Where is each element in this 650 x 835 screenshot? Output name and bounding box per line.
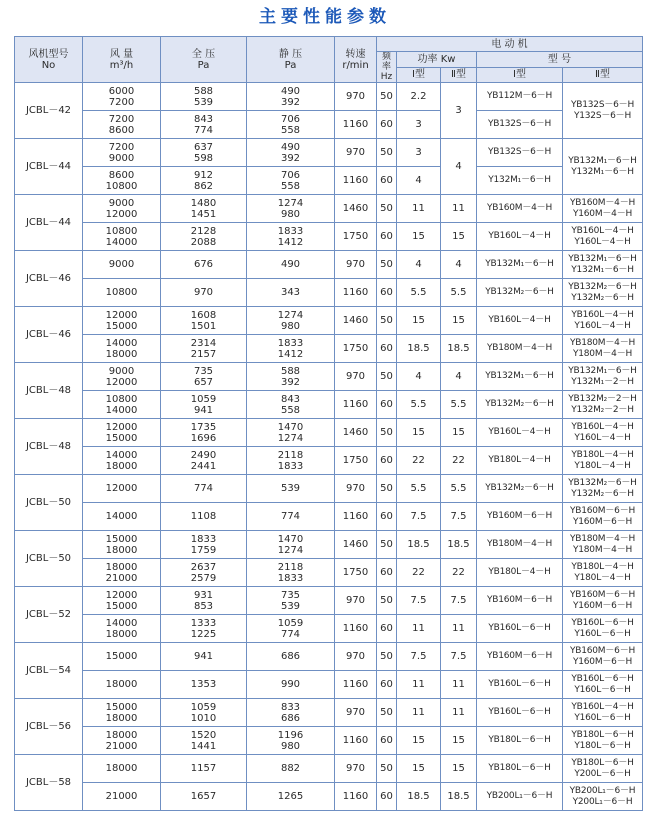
motor-type-1-cell: YB180L－6－H: [477, 755, 563, 783]
header-frequency: 频 率 Hz: [377, 52, 397, 83]
speed-cell: 1460: [335, 195, 377, 223]
header-power-type-1: Ⅰ型: [397, 67, 441, 83]
flow-cell: 10800: [83, 279, 161, 307]
speed-cell: 1460: [335, 307, 377, 335]
motor-type-2-cell: YB180M－4－H Y180M－4－H: [563, 335, 643, 363]
motor-type-2-cell: YB160L－6－H Y160L－6－H: [563, 671, 643, 699]
total-pressure-cell: 931 853: [161, 587, 247, 615]
frequency-cell: 60: [377, 111, 397, 139]
motor-type-1-cell: YB132M₂－6－H: [477, 279, 563, 307]
power-2-cell: 18.5: [441, 335, 477, 363]
static-pressure-cell: 490 392: [247, 83, 335, 111]
model-cell: JCBL－44: [15, 139, 83, 195]
performance-table: [14, 36, 643, 811]
model-cell: JCBL－48: [15, 419, 83, 475]
header-total-pressure: 全 压 Pa: [161, 37, 247, 83]
speed-cell: 970: [335, 139, 377, 167]
table-row: [15, 447, 643, 475]
motor-type-2-cell: YB160M－6－H Y160M－6－H: [563, 587, 643, 615]
flow-cell: 18000 21000: [83, 559, 161, 587]
static-pressure-cell: 343: [247, 279, 335, 307]
flow-cell: 15000: [83, 643, 161, 671]
header-static-pressure: 静 压 Pa: [247, 37, 335, 83]
speed-cell: 1750: [335, 223, 377, 251]
frequency-cell: 50: [377, 195, 397, 223]
motor-type-2-cell: YB132S－6－H Y132S－6－H: [563, 83, 643, 139]
total-pressure-cell: 843 774: [161, 111, 247, 139]
total-pressure-cell: 912 862: [161, 167, 247, 195]
static-pressure-cell: 706 558: [247, 111, 335, 139]
speed-cell: 970: [335, 643, 377, 671]
motor-type-2-cell: YB132M₁－6－H Y132M₁－6－H: [563, 251, 643, 279]
total-pressure-cell: 970: [161, 279, 247, 307]
power-2-cell: 7.5: [441, 587, 477, 615]
table-row: [15, 699, 643, 727]
power-1-cell: 4: [397, 167, 441, 195]
motor-type-1-cell: YB132S－6－H: [477, 111, 563, 139]
static-pressure-cell: 539: [247, 475, 335, 503]
frequency-cell: 60: [377, 559, 397, 587]
total-pressure-cell: 676: [161, 251, 247, 279]
motor-type-2-cell: YB132M₁－6－H Y132M₁－6－H: [563, 139, 643, 195]
total-pressure-cell: 1157: [161, 755, 247, 783]
total-pressure-cell: 1520 1441: [161, 727, 247, 755]
motor-type-2-cell: YB180L－6－H Y180L－6－H: [563, 727, 643, 755]
motor-type-1-cell: YB160L－6－H: [477, 615, 563, 643]
flow-cell: 7200 9000: [83, 139, 161, 167]
power-2-cell: 3: [441, 83, 477, 139]
flow-cell: 12000 15000: [83, 307, 161, 335]
flow-cell: 9000: [83, 251, 161, 279]
motor-type-2-cell: YB200L₁－6－H Y200L₁－6－H: [563, 783, 643, 811]
static-pressure-cell: 490 392: [247, 139, 335, 167]
table-row: [15, 783, 643, 811]
motor-type-1-cell: YB160M－4－H: [477, 195, 563, 223]
table-row: [15, 559, 643, 587]
motor-type-1-cell: YB132M₁－6－H: [477, 251, 563, 279]
flow-cell: 14000 18000: [83, 335, 161, 363]
speed-cell: 970: [335, 363, 377, 391]
static-pressure-cell: 1059 774: [247, 615, 335, 643]
motor-type-1-cell: YB132M₁－6－H: [477, 363, 563, 391]
total-pressure-cell: 941: [161, 643, 247, 671]
speed-cell: 1160: [335, 111, 377, 139]
power-1-cell: 22: [397, 447, 441, 475]
static-pressure-cell: 1274 980: [247, 307, 335, 335]
motor-type-1-cell: YB160M－6－H: [477, 643, 563, 671]
power-2-cell: 18.5: [441, 531, 477, 559]
motor-type-1-cell: YB180L－4－H: [477, 447, 563, 475]
flow-cell: 9000 12000: [83, 363, 161, 391]
table-row: [15, 363, 643, 391]
frequency-cell: 60: [377, 447, 397, 475]
power-1-cell: 11: [397, 699, 441, 727]
frequency-cell: 50: [377, 307, 397, 335]
total-pressure-cell: 1480 1451: [161, 195, 247, 223]
header-motor-type-2: Ⅱ型: [563, 67, 643, 83]
power-1-cell: 11: [397, 671, 441, 699]
motor-type-1-cell: YB180M－4－H: [477, 335, 563, 363]
table-row: [15, 531, 643, 559]
frequency-cell: 60: [377, 503, 397, 531]
flow-cell: 18000: [83, 671, 161, 699]
motor-type-1-cell: YB180M－4－H: [477, 531, 563, 559]
flow-cell: 15000 18000: [83, 699, 161, 727]
power-2-cell: 15: [441, 419, 477, 447]
power-1-cell: 5.5: [397, 475, 441, 503]
model-cell: JCBL－56: [15, 699, 83, 755]
motor-type-1-cell: YB160L－4－H: [477, 307, 563, 335]
flow-cell: 14000 18000: [83, 447, 161, 475]
total-pressure-cell: 735 657: [161, 363, 247, 391]
total-pressure-cell: 1608 1501: [161, 307, 247, 335]
static-pressure-cell: 833 686: [247, 699, 335, 727]
total-pressure-cell: 1059 941: [161, 391, 247, 419]
table-row: [15, 727, 643, 755]
total-pressure-cell: 774: [161, 475, 247, 503]
static-pressure-cell: 1274 980: [247, 195, 335, 223]
power-1-cell: 4: [397, 251, 441, 279]
frequency-cell: 60: [377, 335, 397, 363]
flow-cell: 18000 21000: [83, 727, 161, 755]
frequency-cell: 50: [377, 251, 397, 279]
flow-cell: 18000: [83, 755, 161, 783]
speed-cell: 1160: [335, 615, 377, 643]
model-cell: JCBL－50: [15, 531, 83, 587]
motor-type-2-cell: YB180L－4－H Y180L－4－H: [563, 447, 643, 475]
motor-type-2-cell: YB160L－4－H Y160L－4－H: [563, 223, 643, 251]
speed-cell: 1160: [335, 727, 377, 755]
motor-type-1-cell: YB180L－6－H: [477, 727, 563, 755]
model-cell: JCBL－54: [15, 643, 83, 699]
power-2-cell: 15: [441, 755, 477, 783]
motor-type-2-cell: YB180L－4－H Y180L－4－H: [563, 559, 643, 587]
frequency-cell: 50: [377, 363, 397, 391]
speed-cell: 1160: [335, 279, 377, 307]
power-2-cell: 4: [441, 363, 477, 391]
speed-cell: 1160: [335, 783, 377, 811]
power-1-cell: 2.2: [397, 83, 441, 111]
power-1-cell: 5.5: [397, 279, 441, 307]
power-2-cell: 4: [441, 251, 477, 279]
power-1-cell: 15: [397, 755, 441, 783]
header-power: 功率 Kw: [397, 52, 477, 68]
static-pressure-cell: 1833 1412: [247, 223, 335, 251]
total-pressure-cell: 2128 2088: [161, 223, 247, 251]
static-pressure-cell: 735 539: [247, 587, 335, 615]
table-row: [15, 587, 643, 615]
total-pressure-cell: 1333 1225: [161, 615, 247, 643]
flow-cell: 21000: [83, 783, 161, 811]
table-row: [15, 139, 643, 167]
static-pressure-cell: 843 558: [247, 391, 335, 419]
power-1-cell: 15: [397, 419, 441, 447]
power-2-cell: 4: [441, 139, 477, 195]
motor-type-2-cell: YB160L－4－H Y160L－4－H: [563, 419, 643, 447]
model-cell: JCBL－42: [15, 83, 83, 139]
table-row: [15, 643, 643, 671]
frequency-cell: 60: [377, 727, 397, 755]
power-2-cell: 11: [441, 615, 477, 643]
speed-cell: 1160: [335, 167, 377, 195]
power-2-cell: 22: [441, 559, 477, 587]
power-2-cell: 22: [441, 447, 477, 475]
power-1-cell: 11: [397, 195, 441, 223]
motor-type-1-cell: YB132M₂－6－H: [477, 475, 563, 503]
frequency-cell: 50: [377, 587, 397, 615]
power-1-cell: 18.5: [397, 531, 441, 559]
flow-cell: 12000 15000: [83, 587, 161, 615]
power-2-cell: 15: [441, 223, 477, 251]
model-cell: JCBL－48: [15, 363, 83, 419]
total-pressure-cell: 2490 2441: [161, 447, 247, 475]
motor-type-2-cell: YB132M₂－6－H Y132M₂－6－H: [563, 279, 643, 307]
speed-cell: 1160: [335, 503, 377, 531]
table-body: [15, 83, 643, 811]
speed-cell: 970: [335, 755, 377, 783]
table-row: [15, 335, 643, 363]
static-pressure-cell: 774: [247, 503, 335, 531]
table-row: [15, 251, 643, 279]
motor-type-2-cell: YB160L－6－H Y160L－6－H: [563, 615, 643, 643]
table-row: [15, 83, 643, 111]
static-pressure-cell: 1833 1412: [247, 335, 335, 363]
power-1-cell: 7.5: [397, 643, 441, 671]
table-row: [15, 475, 643, 503]
flow-cell: 6000 7200: [83, 83, 161, 111]
static-pressure-cell: 1265: [247, 783, 335, 811]
table-row: [15, 503, 643, 531]
power-2-cell: 15: [441, 727, 477, 755]
total-pressure-cell: 1108: [161, 503, 247, 531]
table-row: [15, 307, 643, 335]
total-pressure-cell: 637 598: [161, 139, 247, 167]
static-pressure-cell: 882: [247, 755, 335, 783]
flow-cell: 14000 18000: [83, 615, 161, 643]
flow-cell: 7200 8600: [83, 111, 161, 139]
power-2-cell: 5.5: [441, 475, 477, 503]
power-1-cell: 18.5: [397, 335, 441, 363]
speed-cell: 1750: [335, 447, 377, 475]
speed-cell: 970: [335, 699, 377, 727]
total-pressure-cell: 1833 1759: [161, 531, 247, 559]
frequency-cell: 50: [377, 699, 397, 727]
table-row: [15, 195, 643, 223]
header-model: 风机型号 No: [15, 37, 83, 83]
table-row: [15, 755, 643, 783]
motor-type-2-cell: YB132M₂－6－H Y132M₂－6－H: [563, 475, 643, 503]
flow-cell: 9000 12000: [83, 195, 161, 223]
speed-cell: 970: [335, 83, 377, 111]
table-row: [15, 167, 643, 195]
frequency-cell: 50: [377, 755, 397, 783]
flow-cell: 10800 14000: [83, 223, 161, 251]
flow-cell: 10800 14000: [83, 391, 161, 419]
static-pressure-cell: 2118 1833: [247, 447, 335, 475]
flow-cell: 15000 18000: [83, 531, 161, 559]
speed-cell: 1460: [335, 531, 377, 559]
motor-type-1-cell: YB160L－6－H: [477, 671, 563, 699]
model-cell: JCBL－50: [15, 475, 83, 531]
speed-cell: 1460: [335, 419, 377, 447]
power-1-cell: 22: [397, 559, 441, 587]
power-2-cell: 5.5: [441, 279, 477, 307]
header-motor: 电 动 机: [377, 37, 643, 52]
total-pressure-cell: 1353: [161, 671, 247, 699]
speed-cell: 970: [335, 251, 377, 279]
motor-type-2-cell: YB160L－4－H Y160L－4－H: [563, 307, 643, 335]
power-1-cell: 7.5: [397, 587, 441, 615]
model-cell: JCBL－46: [15, 307, 83, 363]
model-cell: JCBL－44: [15, 195, 83, 251]
flow-cell: 12000: [83, 475, 161, 503]
power-1-cell: 4: [397, 363, 441, 391]
power-2-cell: 11: [441, 195, 477, 223]
motor-type-1-cell: YB112M－6－H: [477, 83, 563, 111]
header-speed: 转速 r/min: [335, 37, 377, 83]
motor-type-2-cell: YB160M－6－H Y160M－6－H: [563, 503, 643, 531]
speed-cell: 1750: [335, 335, 377, 363]
motor-type-1-cell: YB132S－6－H: [477, 139, 563, 167]
frequency-cell: 60: [377, 167, 397, 195]
speed-cell: 1160: [335, 391, 377, 419]
motor-type-1-cell: YB200L₁－6－H: [477, 783, 563, 811]
static-pressure-cell: 686: [247, 643, 335, 671]
motor-type-1-cell: YB160L－6－H: [477, 699, 563, 727]
model-cell: JCBL－58: [15, 755, 83, 811]
frequency-cell: 60: [377, 783, 397, 811]
header-power-type-2: Ⅱ型: [441, 67, 477, 83]
model-cell: JCBL－52: [15, 587, 83, 643]
static-pressure-cell: 490: [247, 251, 335, 279]
table-row: [15, 419, 643, 447]
power-1-cell: 3: [397, 111, 441, 139]
total-pressure-cell: 2637 2579: [161, 559, 247, 587]
flow-cell: 8600 10800: [83, 167, 161, 195]
static-pressure-cell: 1470 1274: [247, 531, 335, 559]
page-title: 主要性能参数: [259, 7, 391, 27]
motor-type-2-cell: YB132M₁－6－H Y132M₁－2－H: [563, 363, 643, 391]
header-motor-type-1: Ⅰ型: [477, 67, 563, 83]
motor-type-2-cell: YB160M－4－H Y160M－4－H: [563, 195, 643, 223]
power-2-cell: 11: [441, 699, 477, 727]
total-pressure-cell: 588 539: [161, 83, 247, 111]
frequency-cell: 50: [377, 531, 397, 559]
speed-cell: 970: [335, 475, 377, 503]
table-row: [15, 111, 643, 139]
power-1-cell: 15: [397, 223, 441, 251]
table-row: [15, 279, 643, 307]
motor-type-1-cell: YB160L－4－H: [477, 223, 563, 251]
motor-type-2-cell: YB180M－4－H Y180M－4－H: [563, 531, 643, 559]
table-row: [15, 615, 643, 643]
frequency-cell: 60: [377, 615, 397, 643]
power-1-cell: 18.5: [397, 783, 441, 811]
speed-cell: 1160: [335, 671, 377, 699]
motor-type-2-cell: YB132M₂－2－H Y132M₂－2－H: [563, 391, 643, 419]
frequency-cell: 50: [377, 475, 397, 503]
table-row: [15, 671, 643, 699]
power-1-cell: 11: [397, 615, 441, 643]
static-pressure-cell: 990: [247, 671, 335, 699]
motor-type-2-cell: YB160M－6－H Y160M－6－H: [563, 643, 643, 671]
static-pressure-cell: 706 558: [247, 167, 335, 195]
power-2-cell: 7.5: [441, 503, 477, 531]
frequency-cell: 60: [377, 671, 397, 699]
motor-type-1-cell: YB160L－4－H: [477, 419, 563, 447]
static-pressure-cell: 1470 1274: [247, 419, 335, 447]
static-pressure-cell: 2118 1833: [247, 559, 335, 587]
frequency-cell: 50: [377, 83, 397, 111]
speed-cell: 1750: [335, 559, 377, 587]
power-1-cell: 5.5: [397, 391, 441, 419]
power-1-cell: 15: [397, 307, 441, 335]
power-1-cell: 3: [397, 139, 441, 167]
flow-cell: 12000 15000: [83, 419, 161, 447]
power-1-cell: 15: [397, 727, 441, 755]
performance-table-wrapper: [14, 36, 642, 811]
motor-type-1-cell: YB160M－6－H: [477, 587, 563, 615]
total-pressure-cell: 1657: [161, 783, 247, 811]
model-cell: JCBL－46: [15, 251, 83, 307]
static-pressure-cell: 1196 980: [247, 727, 335, 755]
table-header: [15, 37, 643, 83]
frequency-cell: 60: [377, 279, 397, 307]
static-pressure-cell: 588 392: [247, 363, 335, 391]
speed-cell: 970: [335, 587, 377, 615]
total-pressure-cell: 1059 1010: [161, 699, 247, 727]
power-1-cell: 7.5: [397, 503, 441, 531]
frequency-cell: 50: [377, 419, 397, 447]
total-pressure-cell: 2314 2157: [161, 335, 247, 363]
table-row: [15, 391, 643, 419]
motor-type-2-cell: YB180L－6－H Y200L－6－H: [563, 755, 643, 783]
frequency-cell: 50: [377, 139, 397, 167]
frequency-cell: 60: [377, 223, 397, 251]
total-pressure-cell: 1735 1696: [161, 419, 247, 447]
power-2-cell: 7.5: [441, 643, 477, 671]
frequency-cell: 60: [377, 391, 397, 419]
power-2-cell: 18.5: [441, 783, 477, 811]
power-2-cell: 15: [441, 307, 477, 335]
flow-cell: 14000: [83, 503, 161, 531]
motor-type-1-cell: YB180L－4－H: [477, 559, 563, 587]
header-flow: 风 量 m³/h: [83, 37, 161, 83]
table-row: [15, 223, 643, 251]
power-2-cell: 11: [441, 671, 477, 699]
motor-type-1-cell: Y132M₁－6－H: [477, 167, 563, 195]
header-motor-type: 型 号: [477, 52, 643, 68]
motor-type-2-cell: YB160L－4－H Y160L－6－H: [563, 699, 643, 727]
motor-type-1-cell: YB160M－6－H: [477, 503, 563, 531]
frequency-cell: 50: [377, 643, 397, 671]
motor-type-1-cell: YB132M₂－6－H: [477, 391, 563, 419]
power-2-cell: 5.5: [441, 391, 477, 419]
